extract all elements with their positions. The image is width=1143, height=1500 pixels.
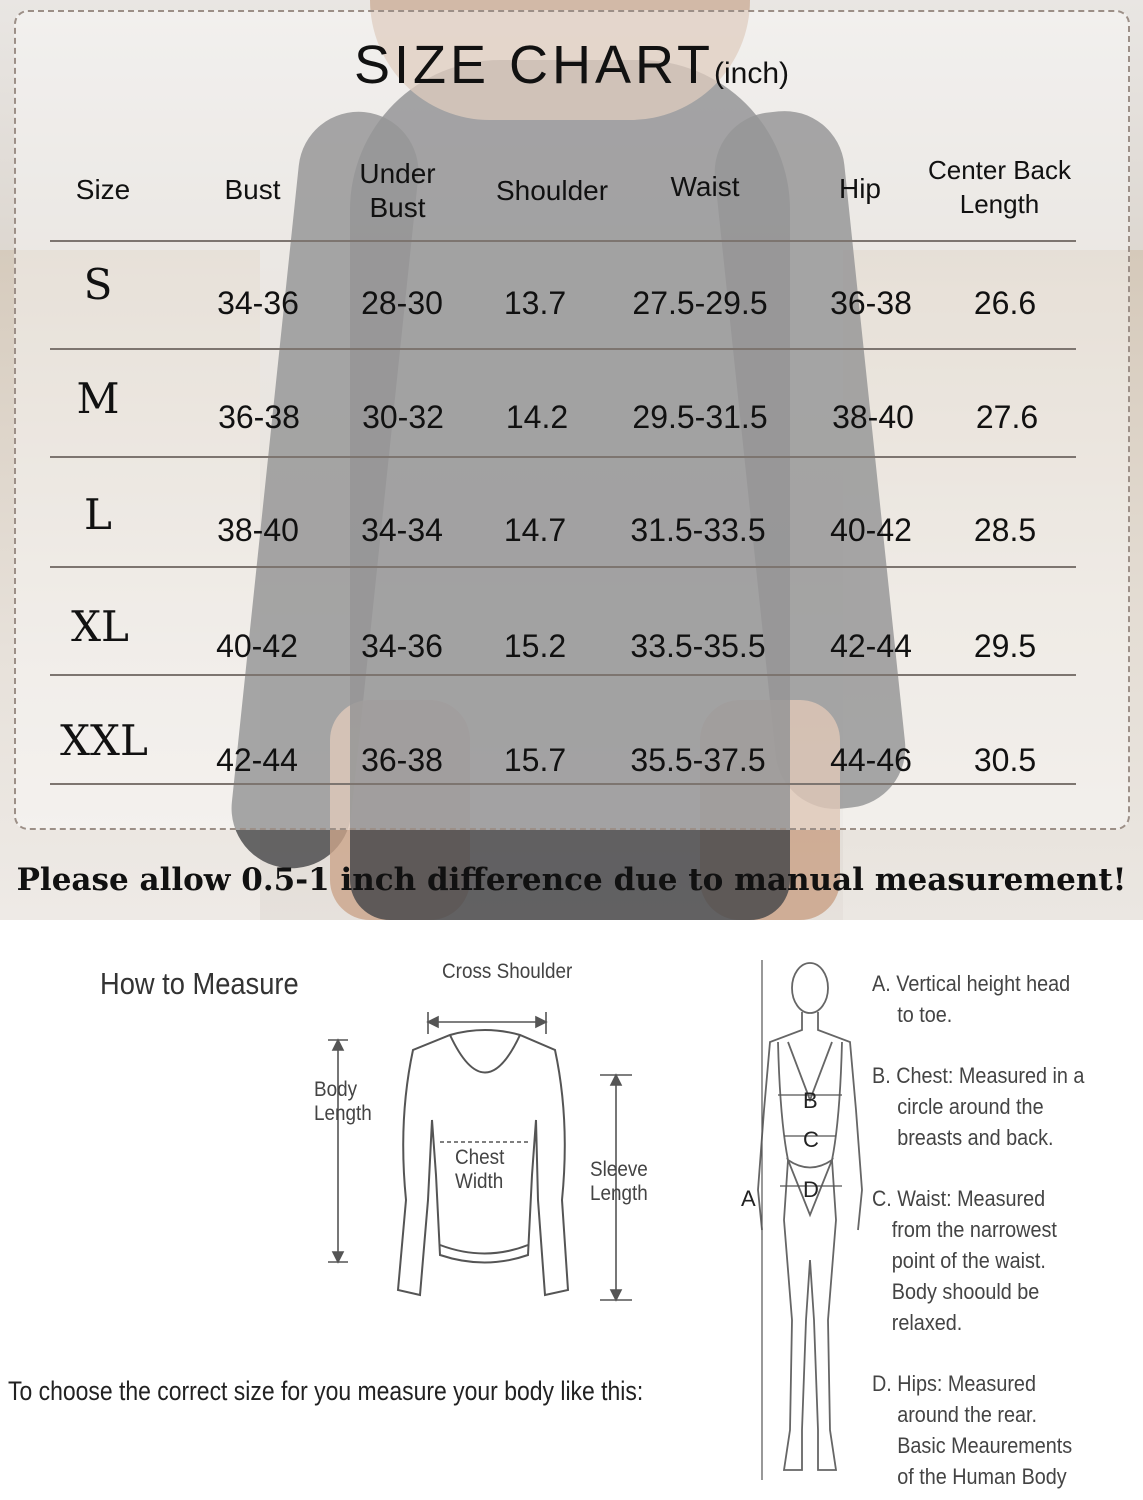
figure-letter-a: A bbox=[741, 1186, 756, 1211]
cell-hip: 44-46 bbox=[830, 742, 912, 778]
size-chart-title bbox=[0, 34, 1143, 96]
row-divider bbox=[50, 674, 1076, 676]
figure-letter-c: C bbox=[803, 1127, 819, 1152]
cell-center-back-length: 26.6 bbox=[973, 285, 1037, 321]
label-chest-width: Chest Width bbox=[455, 1146, 505, 1193]
cell-center-back-length: 28.5 bbox=[973, 512, 1037, 548]
cell-shoulder: 15.7 bbox=[503, 742, 567, 778]
cell-hip: 36-38 bbox=[830, 285, 912, 321]
figure-letter-d: D bbox=[803, 1177, 819, 1202]
cell-waist: 33.5-35.5 bbox=[630, 628, 766, 664]
header-under-bust: Under Bust bbox=[359, 158, 436, 223]
cell-waist: 35.5-37.5 bbox=[630, 742, 766, 778]
header-bust: Bust bbox=[224, 174, 281, 205]
cell-bust: 36-38 bbox=[218, 399, 300, 435]
cell-waist: 29.5-31.5 bbox=[632, 399, 768, 435]
row-divider bbox=[50, 456, 1076, 458]
row-divider bbox=[50, 240, 1076, 242]
size-label: XL bbox=[71, 602, 129, 651]
cell-center-back-length: 27.6 bbox=[975, 399, 1039, 435]
cell-bust: 38-40 bbox=[217, 512, 299, 548]
header-shoulder: Shoulder bbox=[495, 175, 609, 206]
header-center-back-length: Center Back Length bbox=[927, 155, 1072, 219]
cell-hip: 38-40 bbox=[832, 399, 914, 435]
label-body-length: Body Length bbox=[314, 1078, 372, 1125]
description-a-line: A. Vertical height head bbox=[872, 971, 1071, 996]
measure-instruction: To choose the correct size for you measure your body like this: bbox=[8, 1376, 644, 1406]
cell-under-bust: 36-38 bbox=[361, 742, 443, 778]
garment-hem bbox=[440, 1245, 528, 1254]
figure-letter-b: B bbox=[803, 1088, 818, 1113]
description-c bbox=[872, 1183, 1057, 1338]
human-figure-diagram bbox=[740, 960, 870, 1495]
figure-head bbox=[792, 963, 828, 1013]
cell-shoulder: 13.7 bbox=[503, 285, 567, 321]
cell-under-bust: 34-34 bbox=[361, 512, 443, 548]
cell-shoulder: 14.7 bbox=[503, 512, 567, 548]
cell-shoulder: 14.2 bbox=[505, 399, 569, 435]
cell-under-bust: 30-32 bbox=[362, 399, 444, 435]
description-b-line: breasts and back. bbox=[897, 1125, 1054, 1150]
how-to-measure-title: How to Measure bbox=[100, 966, 299, 1001]
cell-under-bust: 28-30 bbox=[361, 285, 443, 321]
description-c-line: from the narrowest bbox=[891, 1217, 1057, 1242]
description-d bbox=[872, 1368, 1072, 1492]
description-c-line: C. Waist: Measured bbox=[872, 1186, 1046, 1211]
title-unit: (inch) bbox=[714, 57, 790, 90]
cell-bust: 40-42 bbox=[216, 628, 298, 664]
cell-center-back-length: 30.5 bbox=[973, 742, 1037, 778]
size-label: XXL bbox=[60, 716, 148, 765]
size-label: L bbox=[84, 490, 112, 539]
description-a-line: to toe. bbox=[897, 1002, 953, 1027]
cell-shoulder: 15.2 bbox=[503, 628, 567, 664]
header-waist: Waist bbox=[670, 171, 740, 202]
row-divider bbox=[50, 348, 1076, 350]
cell-under-bust: 34-36 bbox=[361, 628, 443, 664]
description-a bbox=[872, 968, 1070, 1030]
description-b bbox=[872, 1060, 1084, 1153]
cell-hip: 40-42 bbox=[830, 512, 912, 548]
header-size: Size bbox=[75, 174, 131, 205]
cell-waist: 27.5-29.5 bbox=[632, 285, 768, 321]
description-b-line: B. Chest: Measured in a bbox=[872, 1063, 1085, 1088]
description-d-line: of the Human Body bbox=[897, 1464, 1067, 1489]
description-b-line: circle around the bbox=[897, 1094, 1044, 1119]
cell-bust: 42-44 bbox=[216, 742, 298, 778]
label-sleeve-length: Sleeve Length bbox=[590, 1158, 648, 1205]
row-divider bbox=[50, 783, 1076, 785]
header-hip: Hip bbox=[838, 173, 881, 204]
cell-center-back-length: 29.5 bbox=[973, 628, 1037, 664]
garment-neckline bbox=[450, 1035, 520, 1073]
title-main: SIZE CHART bbox=[353, 35, 715, 95]
size-label: M bbox=[76, 374, 120, 423]
size-label: S bbox=[83, 260, 113, 309]
description-c-line: relaxed. bbox=[891, 1310, 963, 1335]
cell-bust: 34-36 bbox=[217, 285, 299, 321]
description-d-line: D. Hips: Measured bbox=[872, 1371, 1036, 1396]
cell-waist: 31.5-33.5 bbox=[630, 512, 766, 548]
description-c-line: Body shoould be bbox=[891, 1279, 1040, 1304]
label-cross-shoulder: Cross Shoulder bbox=[442, 960, 573, 983]
description-d-line: Basic Meaurements bbox=[897, 1433, 1073, 1458]
description-d-line: around the rear. bbox=[897, 1402, 1038, 1427]
measurement-note: Please allow 0.5-1 inch difference due to manual measurement! bbox=[16, 862, 1127, 898]
description-c-line: point of the waist. bbox=[891, 1248, 1046, 1273]
cell-hip: 42-44 bbox=[830, 628, 912, 664]
row-divider bbox=[50, 566, 1076, 568]
